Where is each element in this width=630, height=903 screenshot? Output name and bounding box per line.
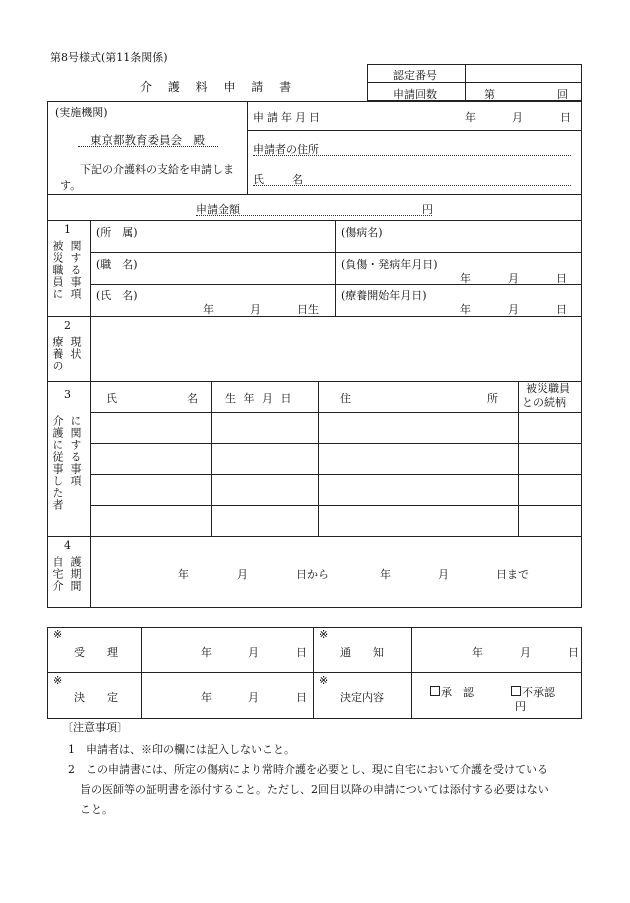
office-mark-content: ※ xyxy=(319,674,329,687)
office-mark-decision: ※ xyxy=(53,674,63,687)
form-title: 介 護 料 申 請 書 xyxy=(140,80,298,94)
section1-number: 1 xyxy=(64,223,71,236)
decision-label: 決 定 xyxy=(74,691,118,704)
apply-count-suffix: 回 xyxy=(557,88,568,101)
header-birthdate: 生 年 月 日 xyxy=(225,392,294,405)
injury-name-label: (傷病名) xyxy=(341,226,383,239)
onset-date-label: (負傷・発病年月日) xyxy=(341,258,438,271)
section3-title-part2: に関する事項 xyxy=(69,415,82,487)
approve-option[interactable] xyxy=(430,684,474,700)
yen-label: 円 xyxy=(515,700,526,713)
treatment-start-label: (療養開始年月日) xyxy=(341,289,427,302)
reject-label: 不承認 xyxy=(522,686,555,699)
onset-year: 年 xyxy=(460,272,471,285)
treatment-month: 月 xyxy=(508,303,519,316)
header-name-2: 名 xyxy=(187,392,198,405)
caregiver-row1-name[interactable] xyxy=(92,414,209,441)
office-mark-receipt: ※ xyxy=(53,628,63,641)
header-name-1: 氏 xyxy=(106,392,117,405)
caregiver-row2-birthdate[interactable] xyxy=(213,445,316,472)
request-text: 下記の介護料の支給を申請します。 xyxy=(60,163,234,192)
decision-month: 月 xyxy=(248,691,259,704)
affiliation-label: (所 属) xyxy=(96,226,138,239)
cert-number-label: 認定番号 xyxy=(393,69,437,82)
note-item-2-line1: 2 この申請書には、所定の傷病により常時介護を必要とし、現に自宅において介護を受けている xyxy=(68,763,548,776)
onset-day: 日 xyxy=(556,272,567,285)
section3-number: 3 xyxy=(64,388,71,401)
caregiver-row2-name[interactable] xyxy=(92,445,209,472)
apply-count-field[interactable] xyxy=(500,85,550,99)
notice-label: 通 知 xyxy=(340,646,384,659)
birth-year: 年 xyxy=(203,303,214,316)
caregiver-row1-relation[interactable] xyxy=(520,414,580,441)
form-number: 第8号様式(第11条関係) xyxy=(50,51,168,64)
caregiver-row4-name[interactable] xyxy=(92,507,209,534)
note-item-2-line3: こと。 xyxy=(80,803,113,816)
application-date-label: 申請年月日 xyxy=(253,111,323,124)
receipt-label: 受 理 xyxy=(74,646,118,659)
decision-year: 年 xyxy=(201,691,212,704)
address-label: 申請者の住所 xyxy=(253,143,319,156)
receipt-year: 年 xyxy=(201,646,212,659)
period-from-suffix: 日から xyxy=(296,568,329,581)
caregiver-row3-birthdate[interactable] xyxy=(213,476,316,503)
apply-count-label: 申請回数 xyxy=(393,88,437,101)
period-from-year: 年 xyxy=(178,568,189,581)
caregiver-row2-address[interactable] xyxy=(320,445,516,472)
section4-title-part2: 護期間 xyxy=(69,556,82,592)
affiliation-field[interactable] xyxy=(96,238,330,250)
section2-title-part1: 療養の xyxy=(51,336,64,372)
period-to-month: 月 xyxy=(438,568,449,581)
caregiver-row1-birthdate[interactable] xyxy=(213,414,316,441)
caregiver-row1-address[interactable] xyxy=(320,414,516,441)
reject-checkbox[interactable] xyxy=(511,686,521,696)
position-label: (職 名) xyxy=(96,258,138,271)
decision-content-label: 決定内容 xyxy=(340,691,384,704)
caregiver-row3-name[interactable] xyxy=(92,476,209,503)
caregiver-row3-relation[interactable] xyxy=(520,476,580,503)
amount-label: 申請金額 xyxy=(196,203,240,216)
caregiver-row3-address[interactable] xyxy=(320,476,516,503)
section3-title-part1: 介護に従事した者 xyxy=(51,415,64,511)
notes-heading: 〔注意事項〕 xyxy=(62,721,128,734)
section1-title-part1: 被災職員に xyxy=(51,240,64,300)
caregiver-row2-relation[interactable] xyxy=(520,445,580,472)
office-use-box xyxy=(47,627,582,719)
section2-title-part2: 現状 xyxy=(69,336,82,360)
birth-day-suffix: 日生 xyxy=(297,303,319,316)
date-month: 月 xyxy=(512,111,523,124)
approve-label: 承 認 xyxy=(441,686,474,699)
injury-name-field[interactable] xyxy=(341,238,577,250)
period-to-year: 年 xyxy=(380,568,391,581)
injured-name-label: (氏 名) xyxy=(96,289,138,302)
notice-month: 月 xyxy=(520,646,531,659)
agency-label: (実施機関) xyxy=(55,106,108,119)
treatment-status-field[interactable] xyxy=(96,320,576,376)
cert-number-field[interactable] xyxy=(470,66,578,80)
notice-day: 日 xyxy=(568,646,579,659)
header-relation-1: 被災職員 xyxy=(526,382,570,395)
section1-title-part2: 関する事項 xyxy=(69,240,82,300)
address-field[interactable] xyxy=(330,140,570,154)
applicant-name-label: 氏 名 xyxy=(253,173,305,186)
header-address-2: 所 xyxy=(487,392,498,405)
receipt-month: 月 xyxy=(248,646,259,659)
applicant-name-field[interactable] xyxy=(330,170,570,184)
birth-month: 月 xyxy=(250,303,261,316)
date-year: 年 xyxy=(465,111,476,124)
section2-number: 2 xyxy=(64,319,71,332)
caregiver-row4-address[interactable] xyxy=(320,507,516,534)
period-from-month: 月 xyxy=(237,568,248,581)
apply-count-prefix: 第 xyxy=(484,88,495,101)
header-relation-2: との続柄 xyxy=(522,396,566,409)
section4-number: 4 xyxy=(64,539,71,552)
amount-unit: 円 xyxy=(422,203,433,216)
treatment-year: 年 xyxy=(460,303,471,316)
onset-month: 月 xyxy=(508,272,519,285)
note-item-2-line2: 旨の医師等の証明書を添付すること。ただし、2回目以降の申請については添付する必要はない xyxy=(80,783,549,796)
addressee: 東京都教育委員会 殿 xyxy=(90,133,205,147)
section4-title-part1: 自宅介 xyxy=(51,556,64,592)
date-day: 日 xyxy=(560,111,571,124)
treatment-day: 日 xyxy=(556,303,567,316)
amount-field[interactable] xyxy=(256,200,416,214)
notice-year: 年 xyxy=(472,646,483,659)
period-to-suffix: 日まで xyxy=(496,568,529,581)
position-field[interactable] xyxy=(96,270,330,282)
decision-day: 日 xyxy=(296,691,307,704)
header-address-1: 住 xyxy=(340,392,351,405)
caregiver-row4-relation[interactable] xyxy=(520,507,580,534)
receipt-day: 日 xyxy=(296,646,307,659)
note-item-1: 1 申請者は、※印の欄には記入しないこと。 xyxy=(68,743,295,756)
approve-checkbox[interactable] xyxy=(430,686,440,696)
caregiver-row4-birthdate[interactable] xyxy=(213,507,316,534)
office-mark-notice: ※ xyxy=(319,628,329,641)
